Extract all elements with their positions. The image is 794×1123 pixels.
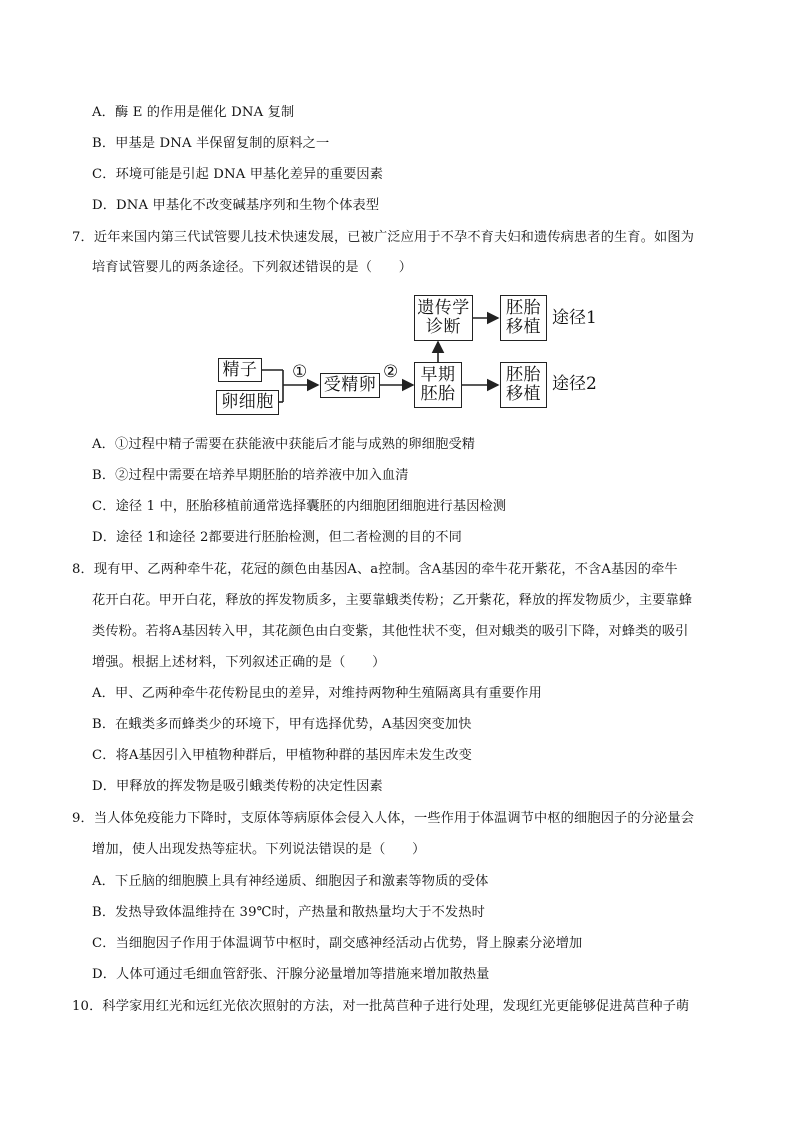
sperm-box: 精子 xyxy=(218,358,262,382)
q7-option-d: D．途径 1和途径 2都要进行胚胎检测，但二者检测的目的不同 xyxy=(92,530,462,545)
q7-option-c: C．途径 1 中，胚胎移植前通常选择囊胚的内细胞团细胞进行基因检测 xyxy=(92,499,507,514)
step2-marker: ② xyxy=(383,362,399,382)
step1-marker: ① xyxy=(292,362,308,382)
q10-stem-line1: 10．科学家用红光和远红光依次照射的方法，对一批莴苣种子进行处理，发现红光更能够促进莴苣种子萌 xyxy=(72,999,690,1014)
early-embryo-label-1: 早期 xyxy=(420,365,456,385)
q8-stem-line4: 增强。根据上述材料，下列叙述正确的是（ ） xyxy=(92,655,386,670)
route1-label: 途径1 xyxy=(552,308,597,328)
q8-option-c: C．将A基因引入甲植物种群后，甲植物种群的基因库未发生改变 xyxy=(92,748,473,763)
q9-option-d: D．人体可通过毛细血管舒张、汗腺分泌量增加等措施来增加散热量 xyxy=(92,967,490,982)
q8-option-b: B．在蛾类多而蜂类少的环境下，甲有选择优势，A基因突变加快 xyxy=(92,717,472,732)
transfer-route1-label-1: 胚胎 xyxy=(506,298,541,318)
transfer-box-route1 xyxy=(500,295,547,341)
route2-label: 途径2 xyxy=(552,374,597,394)
q6-option-c: C．环境可能是引起 DNA 甲基化差异的重要因素 xyxy=(92,167,384,182)
q8-stem-line3: 类传粉。若将A基因转入甲，其花颜色由白变紫，其他性状不变，但对蛾类的吸引下降，对蜂类的吸引 xyxy=(92,624,689,639)
q8-option-a: A．甲、乙两种牵牛花传粉昆虫的差异，对维持两物种生殖隔离具有重要作用 xyxy=(92,686,542,701)
q9-option-c: C．当细胞因子作用于体温调节中枢时，副交感神经活动占优势，肾上腺素分泌增加 xyxy=(92,936,583,951)
zygote-box: 受精卵 xyxy=(320,373,380,398)
q7-option-b: B．②过程中需要在培养早期胚胎的培养液中加入血清 xyxy=(92,468,409,483)
transfer-box-route2 xyxy=(500,362,547,408)
q8-option-d: D．甲释放的挥发物是吸引蛾类传粉的决定性因素 xyxy=(92,779,383,794)
q6-option-a: A．酶 E 的作用是催化 DNA 复制 xyxy=(92,105,295,120)
q7-stem-line2: 培育试管婴儿的两条途径。下列叙述错误的是（ ） xyxy=(92,260,413,275)
q8-stem-line2: 花开白花。甲开白花，释放的挥发物质多，主要靠蛾类传粉；乙开紫花，释放的挥发物质少，主要靠蜂 xyxy=(92,593,693,608)
q9-option-b: B．发热导致体温维持在 39℃时，产热量和散热量均大于不发热时 xyxy=(92,905,485,920)
q6-option-b: B．甲基是 DNA 半保留复制的原料之一 xyxy=(92,136,330,151)
genetic-diagnosis-box xyxy=(414,295,473,341)
genetic-diagnosis-label-1: 遗传学 xyxy=(417,298,470,318)
genetic-diagnosis-label-2: 诊断 xyxy=(426,317,461,337)
q7-option-a: A．①过程中精子需要在获能液中获能后才能与成熟的卵细胞受精 xyxy=(92,437,476,452)
q8-stem-line1: 8．现有甲、乙两种牵牛花，花冠的颜色由基因A、a控制。含A基因的牵牛花开紫花，不含A基因的牵牛 xyxy=(72,562,678,577)
q7-stem-line1: 7．近年来国内第三代试管婴儿技术快速发展，已被广泛应用于不孕不育夫妇和遗传病患者的生育。如图为 xyxy=(72,230,695,245)
q6-option-d: D．DNA 甲基化不改变碱基序列和生物个体表型 xyxy=(92,198,380,213)
q9-option-a: A．下丘脑的细胞膜上具有神经递质、细胞因子和激素等物质的受体 xyxy=(92,874,489,889)
q9-stem-line2: 增加，使人出现发热等症状。下列说法错误的是（ ） xyxy=(92,842,426,857)
transfer-route2-label-2: 移植 xyxy=(506,384,541,404)
early-embryo-label-2: 胚胎 xyxy=(420,384,456,404)
q9-stem-line1: 9．当人体免疫能力下降时，支原体等病原体会侵入人体，一些作用于体温调节中枢的细胞因子的分泌量会 xyxy=(72,811,695,826)
egg-box: 卵细胞 xyxy=(216,390,279,415)
transfer-route1-label-2: 移植 xyxy=(506,317,541,337)
early-embryo-box xyxy=(414,362,462,408)
transfer-route2-label-1: 胚胎 xyxy=(506,365,541,385)
